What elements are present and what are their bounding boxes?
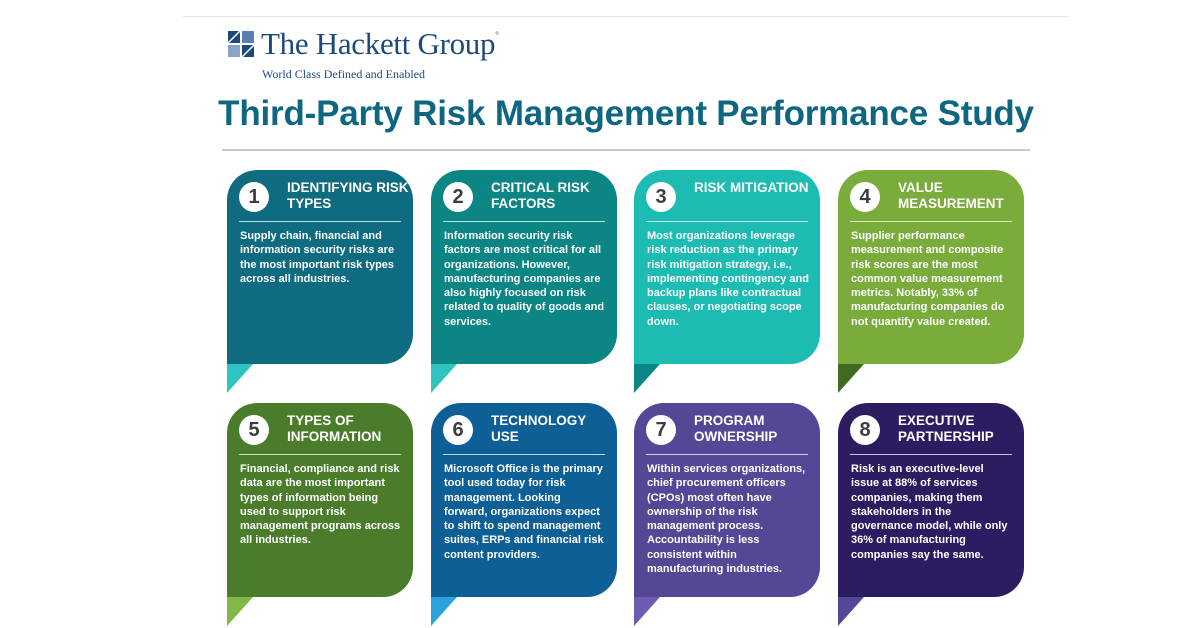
card-bubble	[431, 403, 617, 597]
card-bubble	[227, 170, 413, 364]
card-bubble	[431, 170, 617, 364]
card-bubble	[634, 403, 820, 597]
card-body: Risk is an executive-level issue at 88% of services companies, making them stakeholders in the governance model, while only 36% of manufacturing companies say the same.	[851, 463, 1008, 561]
card-number: 3	[646, 182, 676, 212]
card-divider	[646, 454, 808, 455]
card-divider	[850, 221, 1012, 222]
card-bubble	[838, 170, 1024, 364]
logo-name: The Hackett Group°	[261, 26, 499, 61]
top-divider	[183, 16, 1069, 17]
card-critical-risk-factors	[431, 170, 617, 364]
logo-tagline: World Class Defined and Enabled	[262, 67, 425, 81]
card-body: Information security risk factors are most critical for all organizations. However, manufacturing companies are also highly focused on risk related to quality of goods and services.	[444, 230, 605, 328]
card-identifying-risk-types	[227, 170, 413, 364]
page-title: Third-Party Risk Management Performance Study	[218, 94, 1034, 133]
card-body: Most organizations leverage risk reduction as the primary risk mitigation strategy, i.e., implementing contingency and backup plans like contractual clauses, or negotiating scope down.	[647, 230, 809, 328]
card-divider	[850, 454, 1012, 455]
card-number: 5	[239, 415, 269, 445]
card-risk-mitigation	[634, 170, 820, 364]
card-bubble	[634, 170, 820, 364]
card-number: 2	[443, 182, 473, 212]
card-divider	[646, 221, 808, 222]
card-technology-use	[431, 403, 617, 597]
card-value-measurement	[838, 170, 1024, 364]
card-bubble	[838, 403, 1024, 597]
card-body: Supply chain, financial and information security risks are the most important risk types across all industries.	[240, 230, 395, 285]
card-divider	[239, 454, 401, 455]
card-number: 4	[850, 182, 880, 212]
card-heading: CRITICAL RISK FACTORS	[491, 180, 590, 211]
hackett-logo-icon	[228, 31, 254, 57]
card-heading: EXECUTIVE PARTNERSHIP	[898, 413, 994, 444]
card-number: 7	[646, 415, 676, 445]
card-number: 8	[850, 415, 880, 445]
speech-tail-icon	[431, 364, 457, 393]
card-bubble	[227, 403, 413, 597]
speech-tail-icon	[227, 364, 253, 393]
card-heading: IDENTIFYING RISK TYPES	[287, 180, 409, 211]
card-executive-partnership	[838, 403, 1024, 597]
card-divider	[443, 221, 605, 222]
card-body: Within services organizations, chief procurement officers (CPOs) most often have ownership of the risk management process. Accountability is less consistent within manufacturing industries.	[647, 463, 806, 576]
card-number: 6	[443, 415, 473, 445]
card-heading: VALUE MEASUREMENT	[898, 180, 1004, 211]
card-body: Microsoft Office is the primary tool used today for risk management. Looking forward, organizations expect to shift to spend management suites, ERPs and financial risk content providers.	[444, 463, 604, 561]
speech-tail-icon	[838, 597, 864, 626]
card-heading: PROGRAM OWNERSHIP	[694, 413, 778, 444]
speech-tail-icon	[634, 364, 660, 393]
card-body: Supplier performance measurement and composite risk scores are the most common value measurement metrics. Notably, 33% of manufacturing companies do not quantify value created.	[851, 230, 1005, 328]
speech-tail-icon	[838, 364, 864, 393]
card-heading: TYPES OF INFORMATION	[287, 413, 382, 444]
speech-tail-icon	[227, 597, 253, 626]
card-heading: RISK MITIGATION	[694, 180, 809, 195]
speech-tail-icon	[634, 597, 660, 626]
card-body: Financial, compliance and risk data are the most important types of information being used to support risk management programs across all industries.	[240, 463, 401, 547]
title-divider	[222, 149, 1030, 151]
card-heading: TECHNOLOGY USE	[491, 413, 587, 444]
card-program-ownership	[634, 403, 820, 597]
card-types-of-information	[227, 403, 413, 597]
card-divider	[239, 221, 401, 222]
speech-tail-icon	[431, 597, 457, 626]
card-divider	[443, 454, 605, 455]
card-number: 1	[239, 182, 269, 212]
